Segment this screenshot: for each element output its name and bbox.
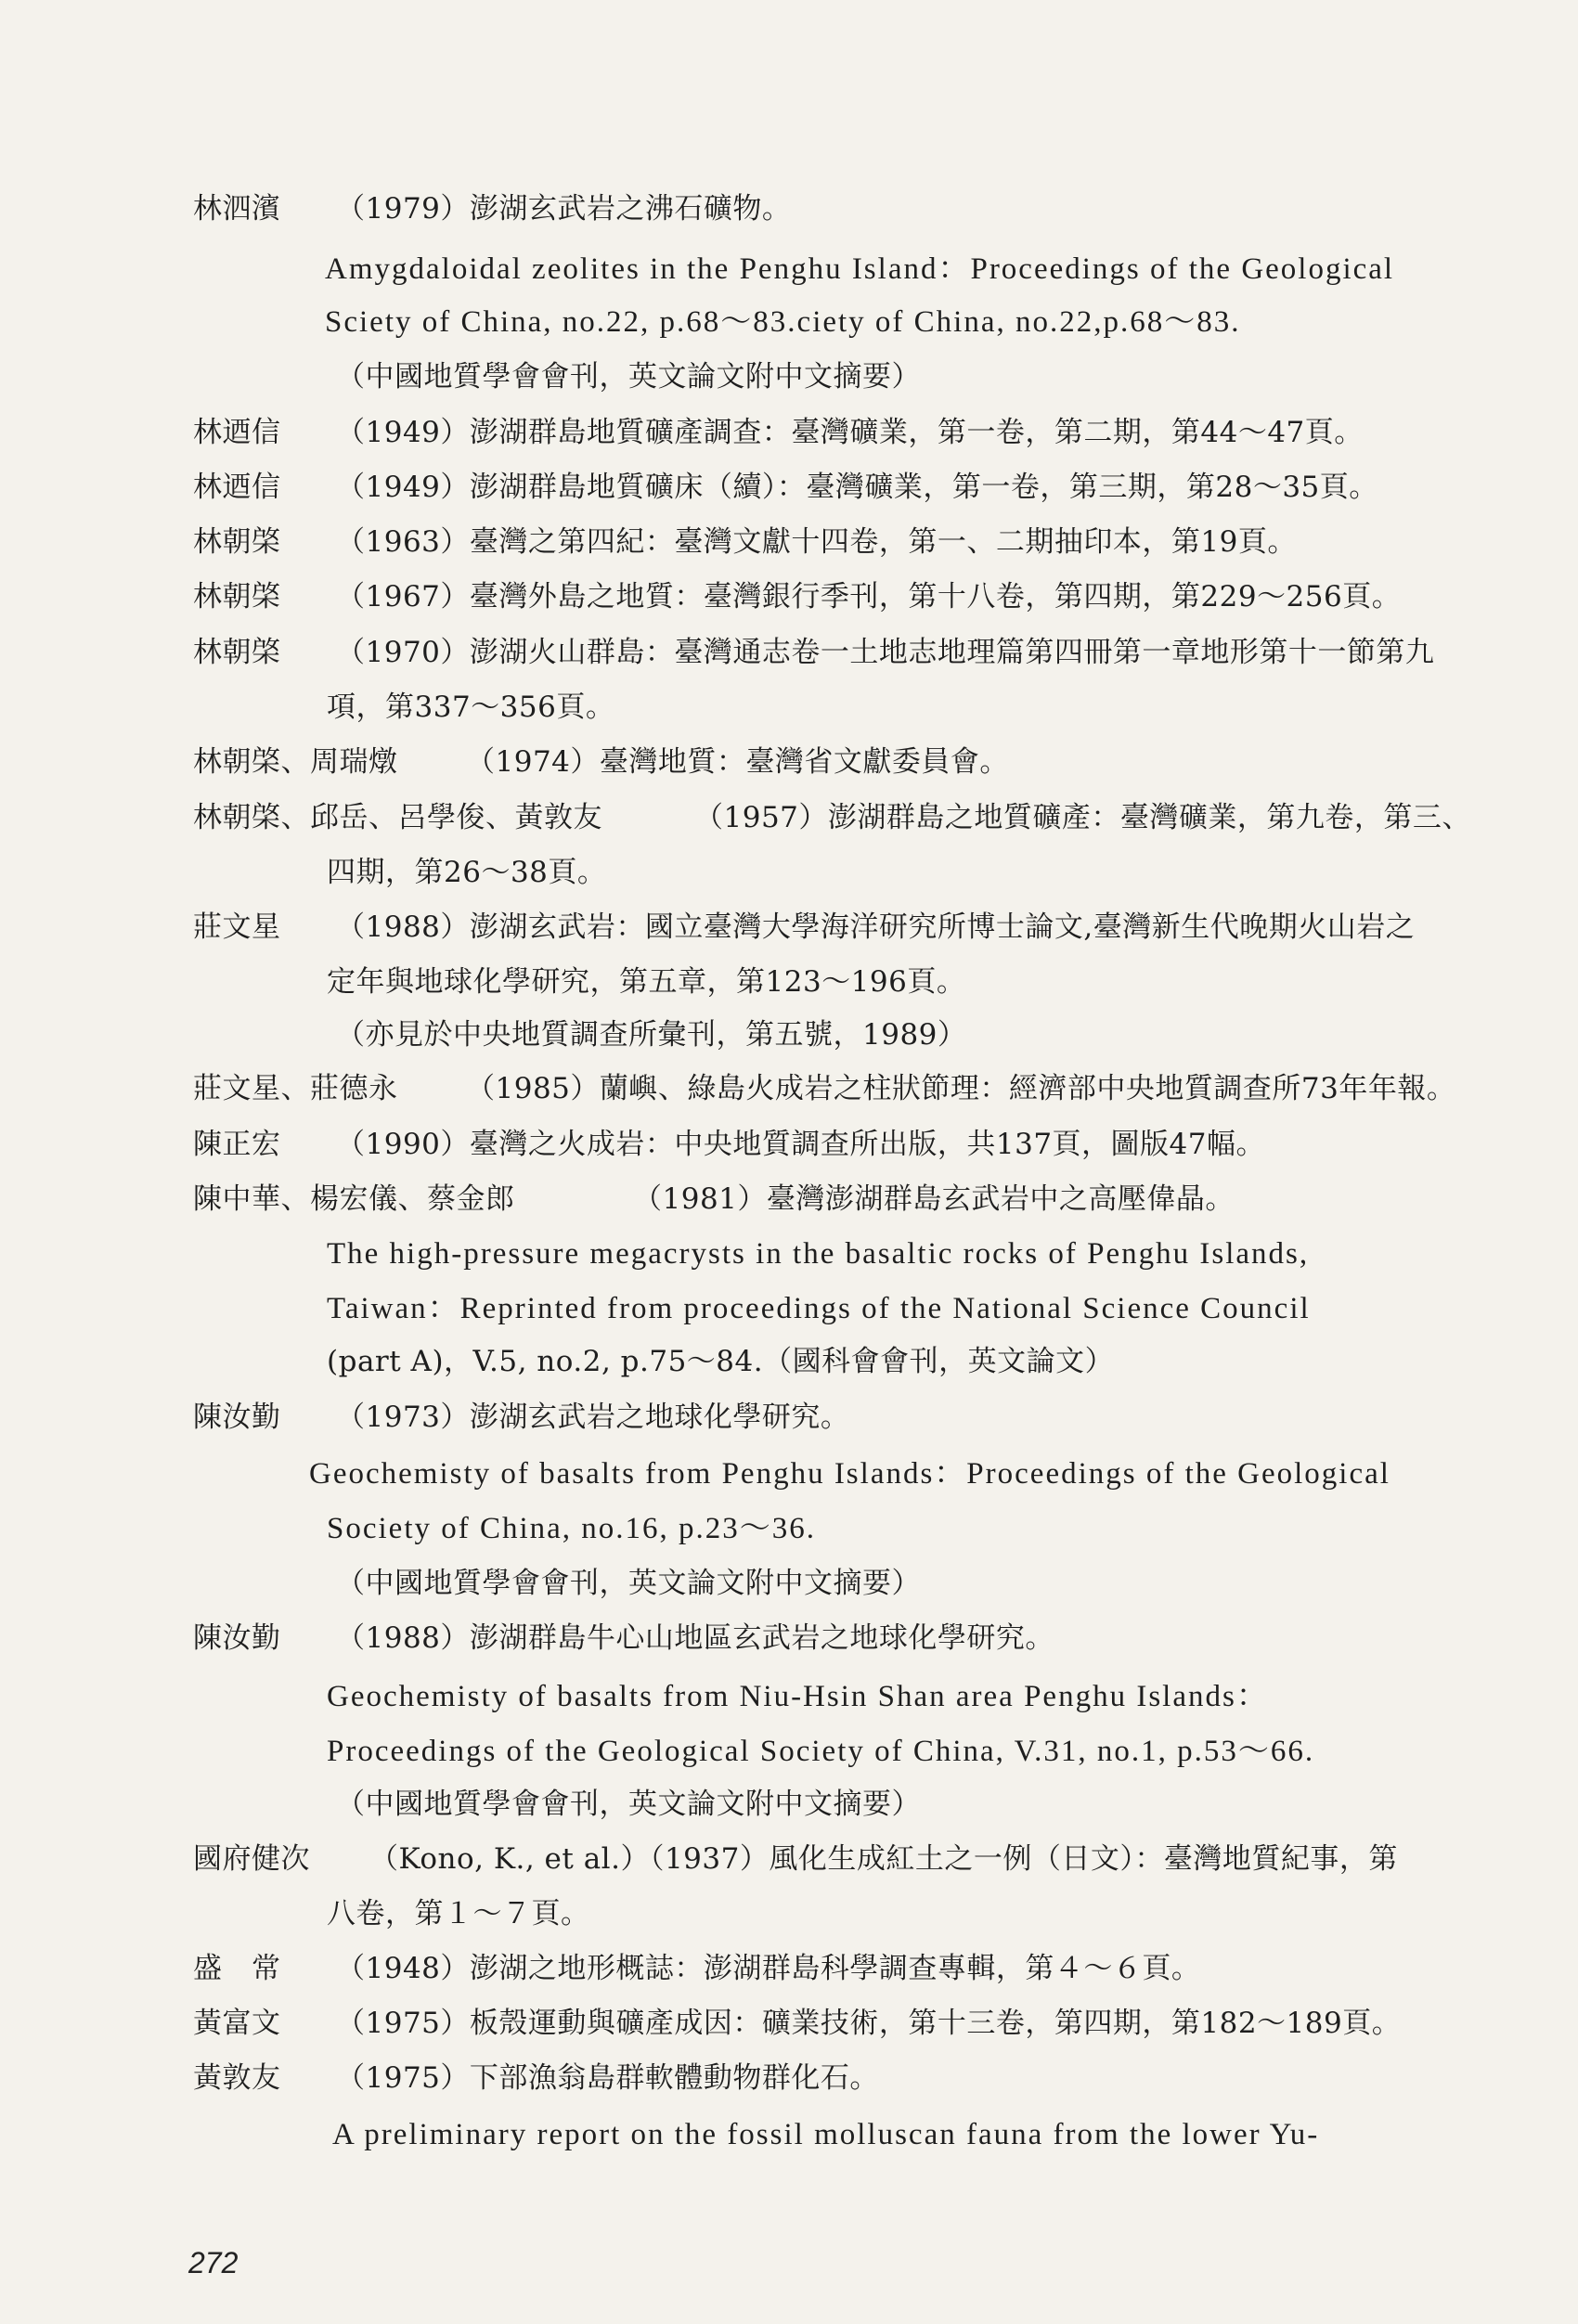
reference-line: 八卷，第１～７頁。 — [327, 1897, 590, 1930]
reference-author: 國府健次 — [193, 1842, 310, 1876]
reference-line: Geochemisty of basalts from Niu-Hsin Shan area Penghu Islands： — [327, 1680, 1269, 1713]
reference-line: Society of China, no.16, p.23～36. — [327, 1512, 817, 1545]
reference-line: The high-pressure megacrysts in the basaltic rocks of Penghu Islands, — [327, 1237, 1310, 1271]
reference-line: （中國地質學會會刊，英文論文附中文摘要） — [336, 1567, 921, 1600]
reference-author: 莊文星、莊德永 — [193, 1072, 398, 1105]
reference-author: 林朝棨 — [193, 580, 281, 613]
reference-line: （1985）蘭嶼、綠島火成岩之柱狀節理：經濟部中央地質調查所73年年報。 — [466, 1072, 1456, 1105]
reference-line: （1967）臺灣外島之地質：臺灣銀行季刊，第十八卷，第四期，第229～256頁。 — [336, 580, 1402, 613]
reference-line: (part A)，V.5, no.2, p.75～84.（國科會會刊，英文論文） — [327, 1345, 1115, 1378]
reference-line: Sciety of China, no.22, p.68～83.ciety of China, no.22,p.68～83. — [325, 305, 1241, 339]
reference-line: （1949）澎湖群島地質礦床（續）：臺灣礦業，第一卷，第三期，第28～35頁。 — [336, 471, 1378, 504]
reference-line: （1979）澎湖玄武岩之沸石礦物。 — [336, 192, 792, 226]
reference-line: （1963）臺灣之第四紀：臺灣文獻十四卷，第一、二期抽印本，第19頁。 — [336, 525, 1297, 559]
reference-author: 莊文星 — [193, 910, 281, 944]
reference-author: 林朝棨、邱岳、呂學俊、黃敦友 — [193, 801, 602, 834]
reference-author: 陳正宏 — [193, 1128, 281, 1161]
reference-author: 林迺信 — [193, 471, 281, 504]
reference-line: A preliminary report on the fossil molluscan fauna from the lower Yu- — [332, 2118, 1320, 2151]
reference-author: 林泗濱 — [193, 192, 281, 226]
reference-author: 黃敦友 — [193, 2061, 281, 2095]
reference-author: 陳中華、楊宏儀、蔡金郎 — [193, 1182, 515, 1216]
reference-line: （1957）澎湖群島之地質礦產：臺灣礦業，第九卷，第三、 — [694, 801, 1471, 834]
reference-author: 林朝棨、周瑞燉 — [193, 745, 398, 779]
reference-author: 林迺信 — [193, 416, 281, 449]
reference-line: （1973）澎湖玄武岩之地球化學研究。 — [336, 1401, 850, 1434]
reference-line: 四期，第26～38頁。 — [327, 856, 607, 889]
reference-line: Taiwan：Reprinted from proceedings of the National Science Council — [327, 1292, 1311, 1325]
reference-author: 盛 常 — [193, 1952, 281, 1985]
reference-line: Geochemisty of basalts from Penghu Islands：Proceedings of the Geological — [309, 1457, 1390, 1491]
reference-line: （1949）澎湖群島地質礦產調查：臺灣礦業，第一卷，第二期，第44～47頁。 — [336, 416, 1364, 449]
reference-line: （1981）臺灣澎湖群島玄武岩中之高壓偉晶。 — [633, 1182, 1235, 1216]
reference-line: （1975）下部漁翁島群軟體動物群化石。 — [336, 2061, 879, 2095]
reference-line: Amygdaloidal zeolites in the Penghu Island：Proceedings of the Geological — [325, 252, 1395, 286]
reference-line: 定年與地球化學研究，第五章，第123～196頁。 — [327, 965, 966, 999]
reference-line: （1970）澎湖火山群島：臺灣通志卷一土地志地理篇第四冊第一章地形第十一節第九 — [336, 636, 1435, 669]
reference-line: Proceedings of the Geological Society of China, V.31, no.1, p.53～66. — [327, 1735, 1315, 1768]
reference-line: （中國地質學會會刊，英文論文附中文摘要） — [336, 1788, 921, 1821]
reference-line: （中國地質學會會刊，英文論文附中文摘要） — [336, 360, 921, 394]
reference-line: 項，第337～356頁。 — [327, 691, 615, 724]
reference-line: （1988）澎湖玄武岩：國立臺灣大學海洋研究所博士論文,臺灣新生代晚期火山岩之 — [336, 910, 1416, 944]
reference-line: （1974）臺灣地質：臺灣省文獻委員會。 — [466, 745, 1009, 779]
reference-author: 陳汝勤 — [193, 1401, 281, 1434]
reference-line: （1988）澎湖群島牛心山地區玄武岩之地球化學研究。 — [336, 1621, 1054, 1655]
reference-line: （Kono, K., et al.）（1937）風化生成紅土之一例（日文）：臺灣地質紀事，第 — [369, 1842, 1398, 1876]
reference-author: 陳汝勤 — [193, 1621, 281, 1655]
reference-author: 林朝棨 — [193, 525, 281, 559]
page-number: 272 — [188, 2246, 239, 2279]
reference-author: 黃富文 — [193, 2007, 281, 2040]
reference-line: （亦見於中央地質調查所彙刊，第五號，1989） — [336, 1018, 967, 1052]
reference-line: （1975）板殼運動與礦產成因：礦業技術，第十三卷，第四期，第182～189頁。 — [336, 2007, 1402, 2040]
reference-author: 林朝棨 — [193, 636, 281, 669]
reference-line: （1948）澎湖之地形概誌：澎湖群島科學調查專輯，第４～６頁。 — [336, 1952, 1201, 1985]
reference-line: （1990）臺灣之火成岩：中央地質調查所出版，共137頁，圖版47幅。 — [336, 1128, 1266, 1161]
